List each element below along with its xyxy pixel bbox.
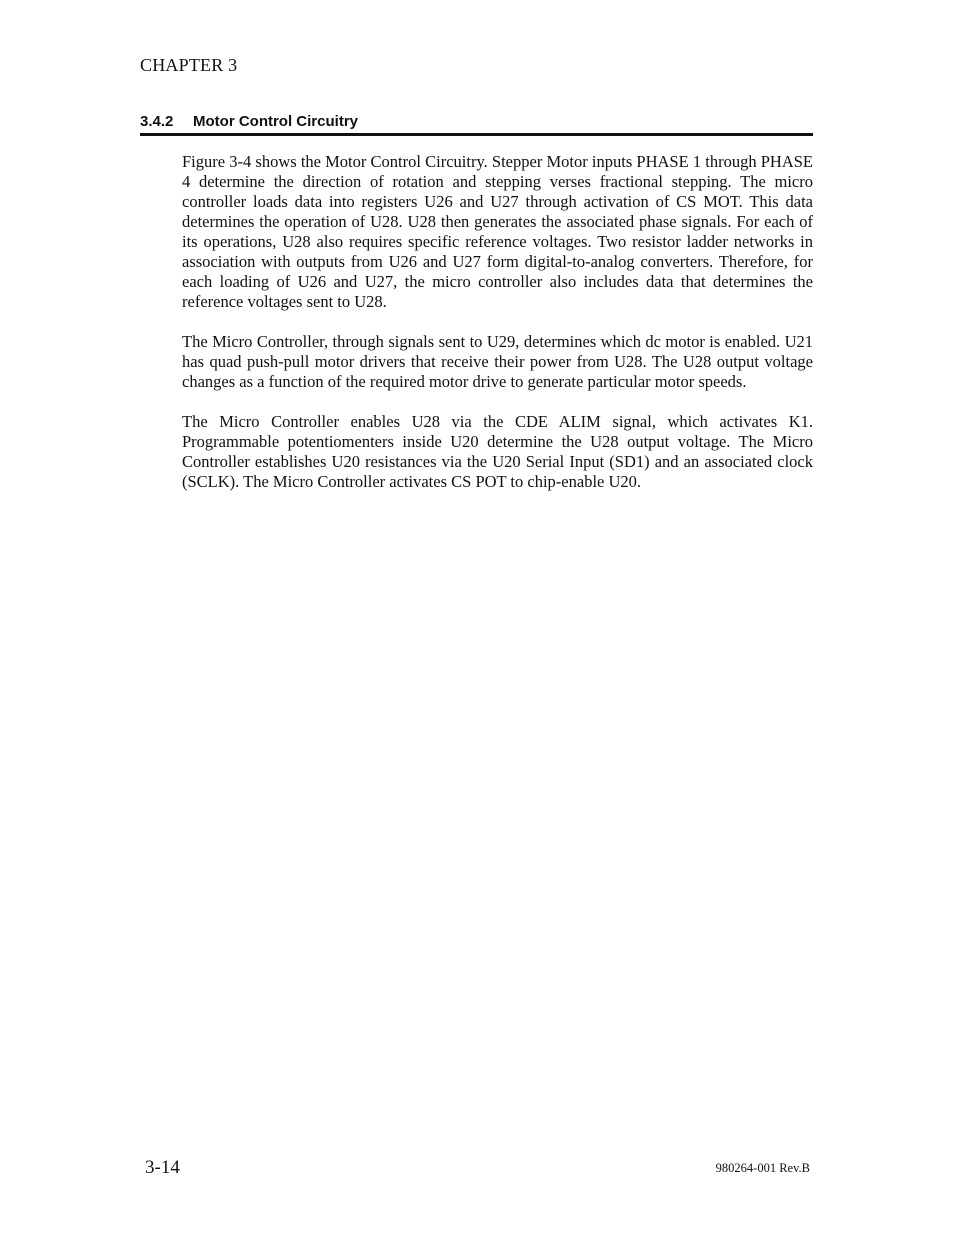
- paragraph: The Micro Controller, through signals sent to U29, determines which dc motor is enabled. U21 has quad push-pull motor drivers that receive their power from U28. The U28 output voltage changes as a function of the required motor drive to generate particular motor speeds.: [182, 332, 813, 391]
- paragraph: The Micro Controller enables U28 via the CDE ALIM signal, which activates K1. Programmable potentiomenters inside U20 determine the U28 output voltage. The Micro Controller establishes U20 resistances via the U20 Serial Input (SD1) and an associated clock (SCLK). The Micro Controller activates CS POT to chip-enable U20.: [182, 412, 813, 491]
- chapter-header: CHAPTER 3: [140, 55, 238, 75]
- page-number: 3-14: [145, 1157, 180, 1178]
- paragraph: Figure 3-4 shows the Motor Control Circuitry. Stepper Motor inputs PHASE 1 through PHASE 4 determine the direction of rotation and stepping verses fractional stepping. The micro controller loads data into registers U26 and U27 through activation of CS MOT. This data determines the operation of U28. U28 then generates the associated phase signals. For each of its operations, U28 also requires specific reference voltages. Two resistor ladder networks in association with outputs from U26 and U27 form digital-to-analog converters. Therefore, for each loading of U26 and U27, the micro controller also includes data that determines the reference voltages sent to U28.: [182, 152, 813, 311]
- body-text: [182, 152, 813, 512]
- section-heading: [140, 113, 813, 136]
- section-number: 3.4.2: [140, 113, 174, 130]
- section-title: Motor Control Circuitry: [193, 113, 358, 130]
- document-id: 980264-001 Rev.B: [715, 1161, 810, 1175]
